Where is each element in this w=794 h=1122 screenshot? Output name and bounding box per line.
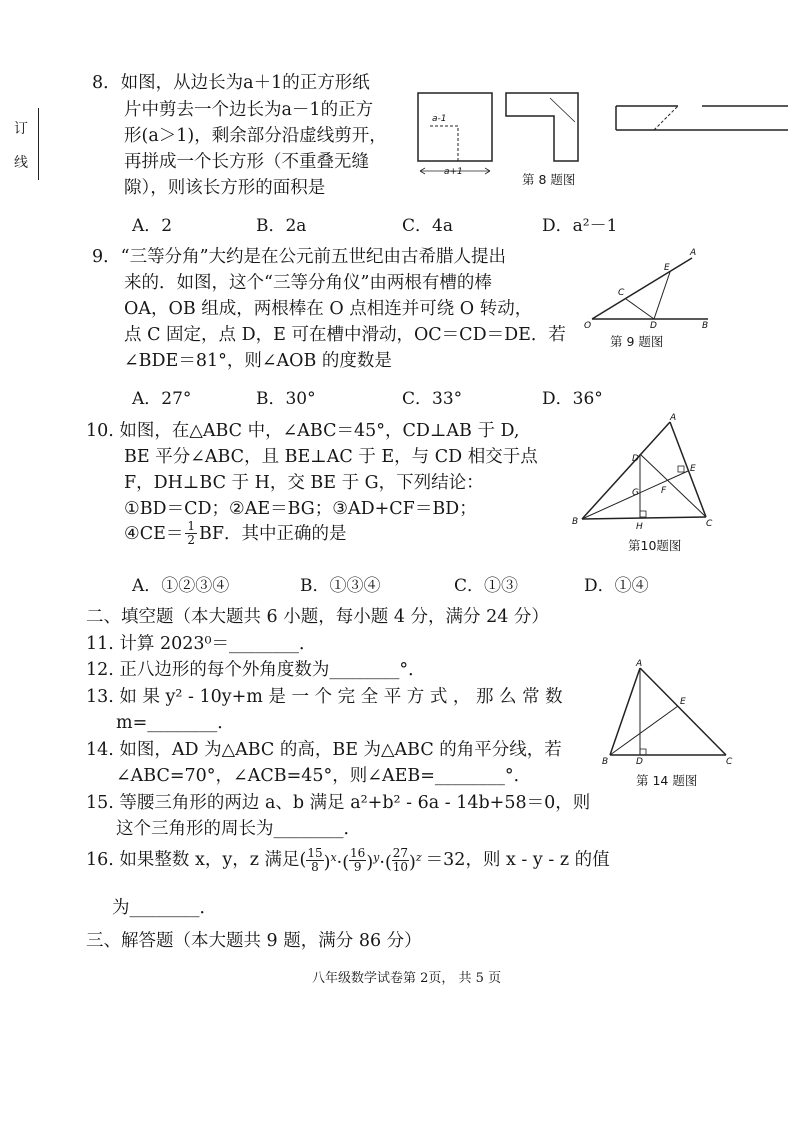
q10-line-4: ①BD＝CD；②AE＝BG；③AD+CF＝BD；	[124, 499, 477, 519]
q8-option-b: B．2a	[256, 216, 307, 236]
section-3-heading: 三、解答题（本大题共 9 题，满分 86 分）	[86, 931, 422, 951]
q10-label-c: C	[706, 519, 713, 529]
page-footer: 八年级数学试卷第 2页， 共 5 页	[312, 971, 502, 986]
q8-option-a: A．2	[132, 216, 173, 236]
q16-frac-1	[306, 847, 323, 874]
q8-caption: 第 8 题图	[522, 172, 576, 187]
q9-figure	[580, 244, 720, 334]
binding-mark-2: 线	[14, 155, 28, 171]
q9-line-2: 来的．如图，这个“三等分角仪”由两根有槽的棒	[124, 273, 492, 293]
q10-line-5-post: BF．其中正确的是	[199, 523, 347, 544]
q8-figure	[410, 88, 790, 178]
q10-label-e: E	[690, 464, 696, 474]
q9-line-5: ∠BDE＝81°，则∠AOB 的度数是	[124, 351, 392, 371]
q16-frac-1-num: 15	[307, 845, 323, 860]
q16-exp-z: )$^z$	[409, 851, 422, 873]
q14-line-1: 14. 如图，AD 为△ABC 的高，BE 为△ABC 的角平分线，若	[86, 740, 562, 760]
q9-label-d: D	[650, 321, 657, 331]
q10-caption: 第10题图	[628, 538, 682, 553]
q9-label-o: O	[584, 321, 592, 331]
q16-line-2: 为________．	[112, 898, 217, 918]
q9-option-c: C．33°	[402, 389, 463, 409]
q8-l-shape-figure	[506, 93, 578, 161]
q13-line-2: m=________．	[116, 713, 235, 733]
q14-label-d: D	[636, 757, 643, 767]
q13-line-1: 13. 如 果 y² - 10y+m 是 一 个 完 全 平 方 式 ， 那 么 常 数	[86, 687, 563, 707]
q8-line-2: 片中剪去一个边长为a－1的正方	[124, 100, 374, 120]
q14-caption: 第 14 题图	[636, 773, 698, 788]
q15-line-1: 15. 等腰三角形的两边 a、b 满足 a²+b² - 6a - 14b+58＝0，则	[86, 793, 591, 813]
q9-option-b: B．30°	[256, 389, 316, 409]
q10-figure	[570, 413, 720, 532]
q16-frac-3-den: 10	[392, 859, 409, 874]
q11: 11. 计算 2023⁰＝________．	[86, 634, 317, 654]
section-2-heading: 二、填空题（本大题共 6 小题，每小题 4 分，满分 24 分）	[86, 607, 549, 627]
q10-fraction-numerator: 1	[187, 519, 195, 533]
q12: 12. 正八边形的每个外角度数为________°．	[86, 660, 426, 680]
q14-label-e: E	[680, 697, 686, 707]
q16-frac-2-den: 9	[353, 859, 362, 874]
q10-label-g: G	[632, 488, 639, 498]
q8-option-c: C．4a	[402, 216, 453, 236]
q10-label-f: F	[661, 486, 667, 496]
q16-frac-2	[349, 847, 366, 874]
q16-frac-3	[392, 847, 409, 874]
q14-figure	[598, 660, 738, 770]
q9-option-a: A．27°	[132, 389, 192, 409]
q8-label-a-minus-1: a-1	[432, 114, 447, 124]
q16-frac-1-den: 8	[311, 859, 319, 874]
q10-option-c: C．①③	[454, 576, 519, 596]
q16-line-1	[86, 845, 610, 876]
q14-label-c: C	[726, 757, 733, 767]
q9-option-d: D．36°	[542, 389, 603, 409]
q8-square-figure	[418, 93, 492, 177]
q16-exp-x: )$^x$·(	[323, 851, 350, 873]
q16-post: ＝32，则 x - y - z 的值	[425, 850, 610, 871]
q10-line-5-pre: ④CE＝	[124, 523, 184, 544]
q9-line-4: 点 C 固定，点 D，E 可在槽中滑动，OC＝CD＝DE．若	[124, 325, 566, 345]
q16-exp-y: )$^y$·(	[366, 851, 392, 873]
q9-line-3: OA，OB 组成，两根棒在 O 点相连并可绕 O 转动，	[124, 299, 533, 319]
q10-label-a: A	[670, 413, 677, 423]
q10-option-d: D．①④	[584, 576, 649, 596]
q14-label-a: A	[636, 659, 643, 669]
q8-label-a-plus-1: a+1	[444, 167, 463, 177]
q10-fraction-denominator: 2	[187, 533, 195, 547]
q10-label-h: H	[636, 522, 643, 532]
q10-line-3: F，DH⊥BC 于 H，交 BE 于 G，下列结论：	[124, 473, 484, 493]
q16-frac-2-num: 16	[350, 845, 366, 860]
q14-line-2: ∠ABC=70°，∠ACB=45°，则∠AEB=________°．	[116, 766, 532, 786]
q9-line-1: 9．“三等分角”大约是在公元前五世纪由古希腊人提出	[92, 247, 507, 267]
q16-pre: 16. 如果整数 x，y，z 满足(	[86, 850, 307, 871]
q9-label-b: B	[702, 321, 709, 331]
q8-rectangle-figure	[616, 106, 788, 130]
q9-label-e: E	[664, 263, 670, 273]
q10-option-b: B．①③④	[300, 576, 381, 596]
q10-line-1: 10. 如图，在△ABC 中，∠ABC＝45°，CD⊥AB 于 D,	[86, 421, 520, 441]
q10-line-2: BE 平分∠ABC，且 BE⊥AC 于 E，与 CD 相交于点	[124, 447, 538, 467]
q8-line-3: 形(a＞1)，剩余部分沿虚线剪开，	[124, 126, 387, 146]
q8-line-5: 隙），则该长方形的面积是	[124, 178, 326, 198]
q15-line-2: 这个三角形的周长为________．	[116, 819, 361, 839]
q8-line-4: 再拼成一个长方形（不重叠无缝	[124, 152, 369, 172]
q16-frac-3-num: 27	[392, 845, 409, 860]
q8-line-1: 8．如图，从边长为a＋1的正方形纸	[92, 73, 370, 93]
q9-caption: 第 9 题图	[610, 334, 664, 349]
binding-mark-1: 订	[14, 121, 28, 137]
q10-label-d: D	[632, 454, 639, 464]
q10-line-5	[124, 520, 347, 547]
q10-fraction	[185, 520, 197, 547]
q10-option-a: A．①②③④	[132, 576, 230, 596]
q9-label-a: A	[690, 248, 697, 258]
q9-label-c: C	[618, 288, 625, 298]
q14-label-b: B	[602, 757, 609, 767]
q10-label-b: B	[572, 517, 579, 527]
q8-option-d: D．a²－1	[542, 216, 618, 236]
